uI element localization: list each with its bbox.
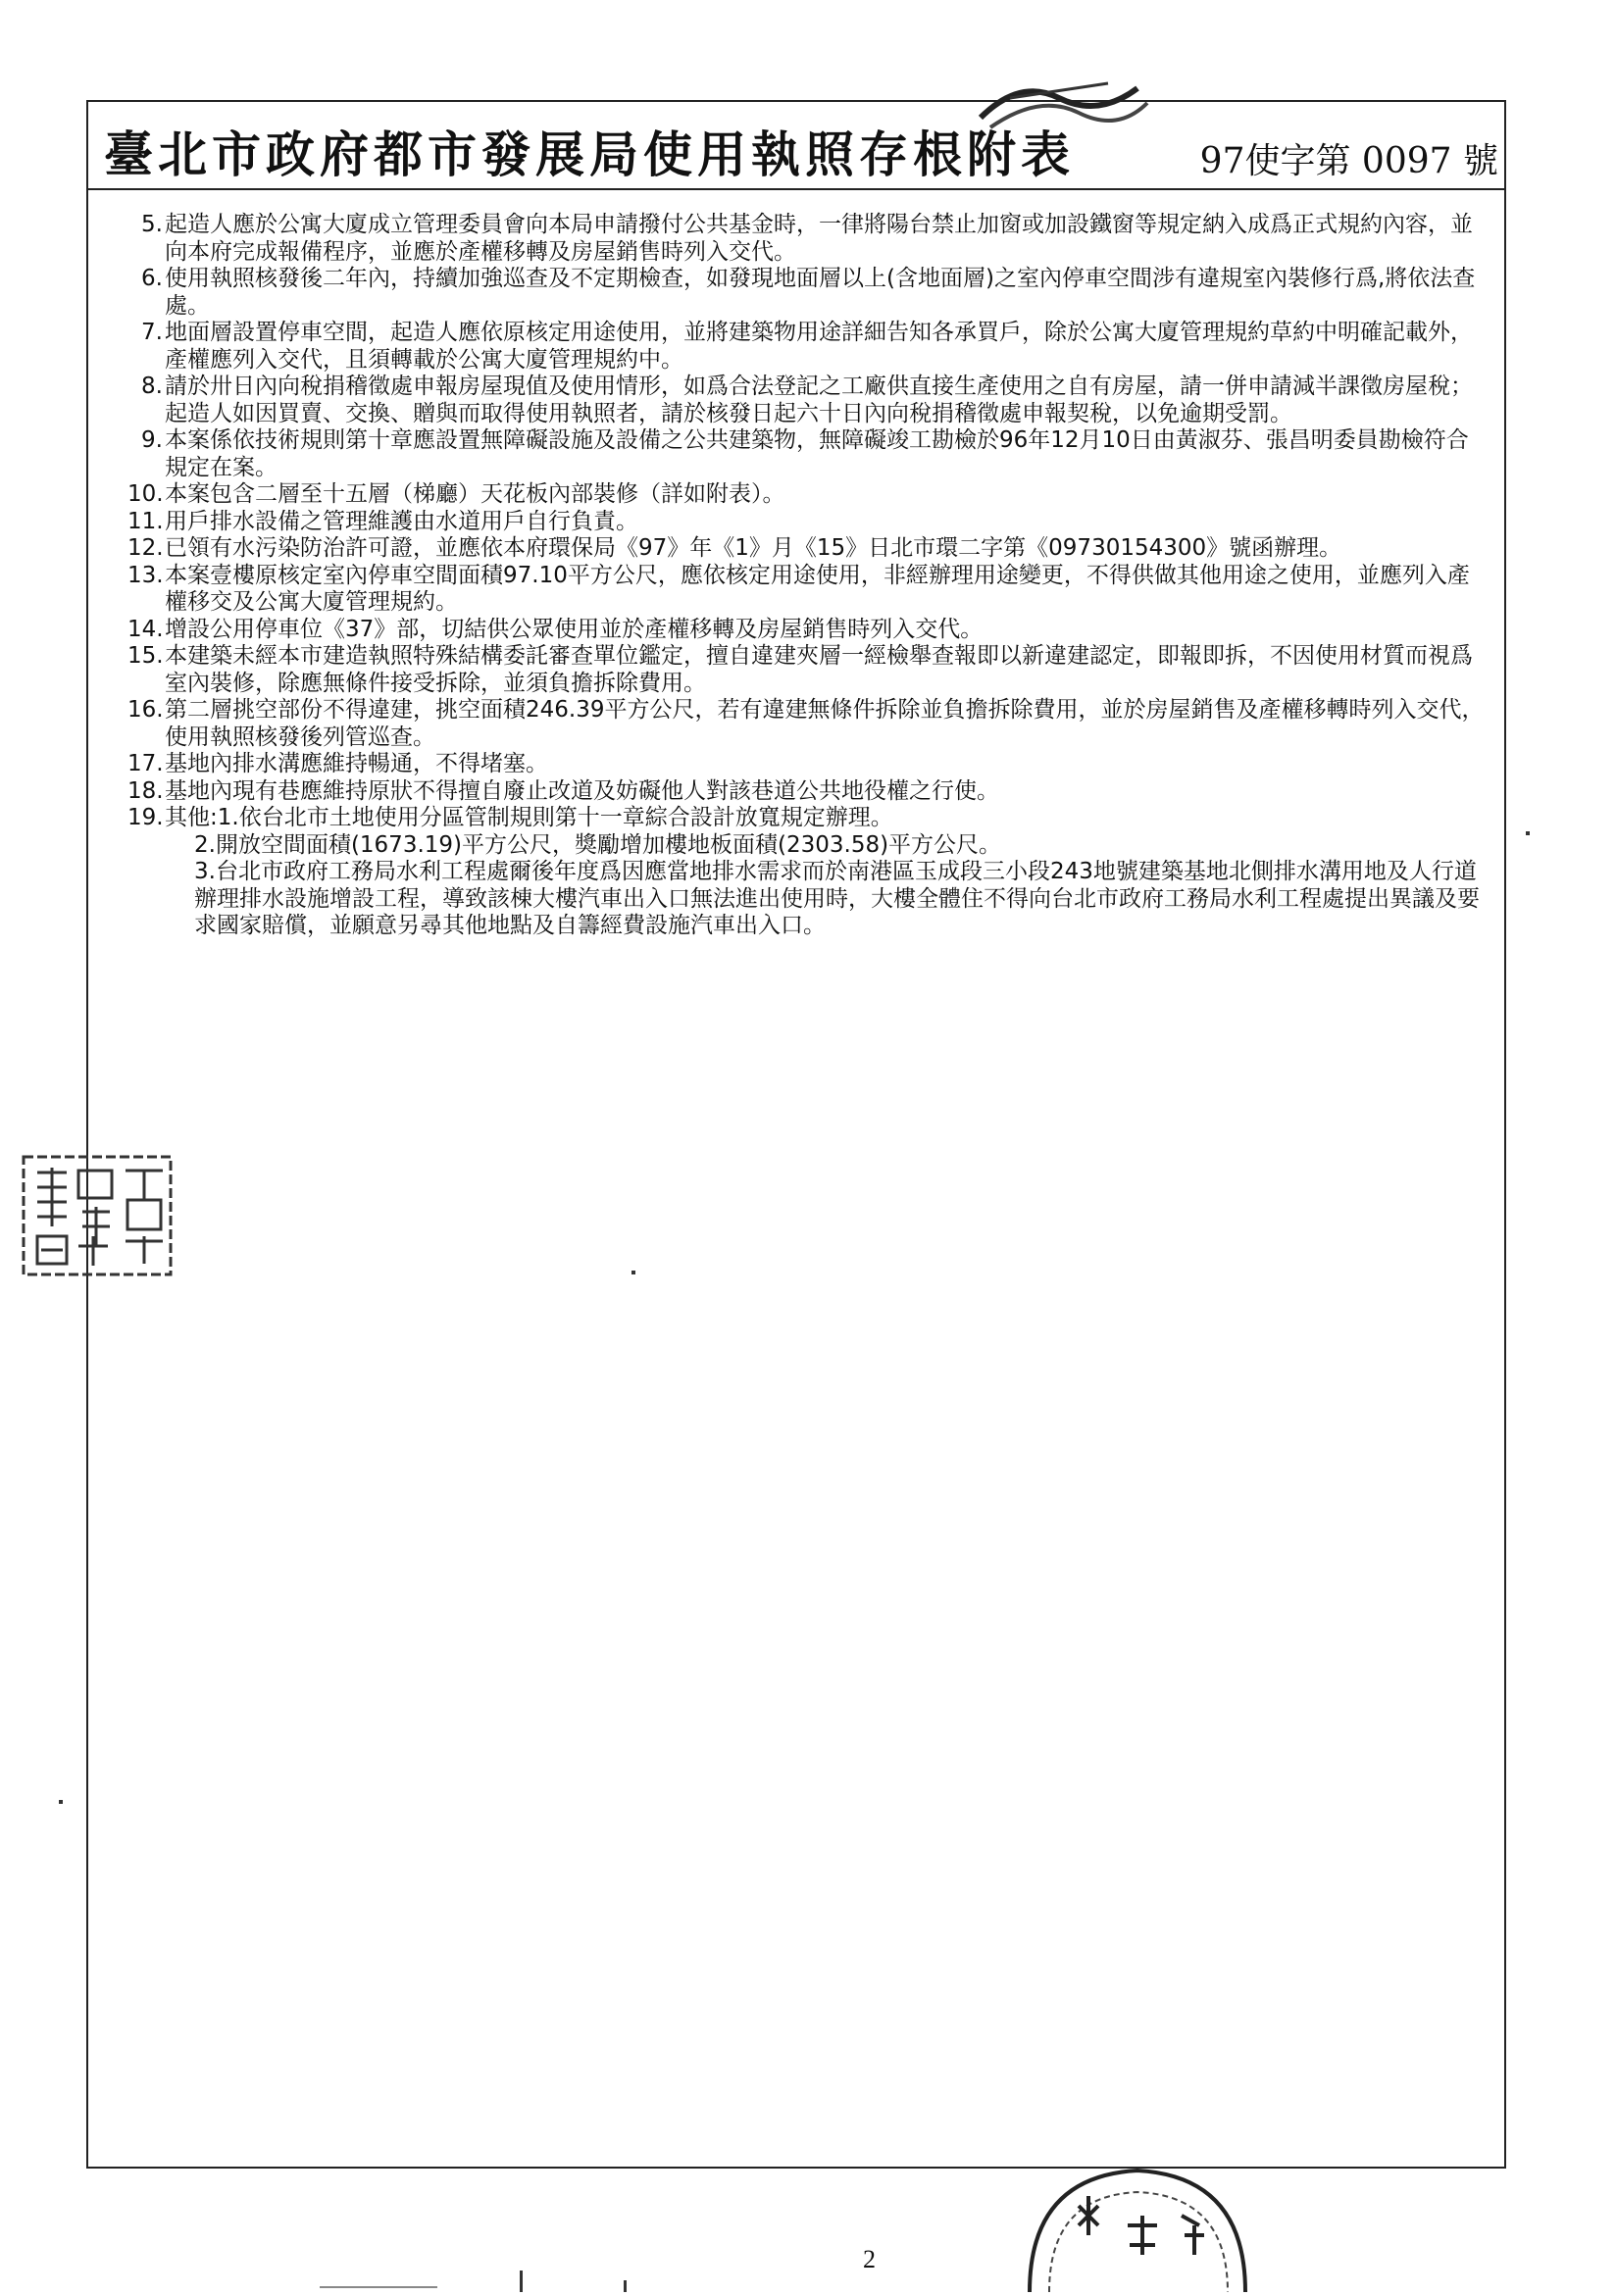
clause-text: 基地內現有巷應維持原狀不得擅自廢止改道及妨礙他人對該巷道公共地役權之行使。 [165, 777, 999, 804]
sub-item: 2.開放空間面積(1673.19)平方公尺，獎勵增加樓地板面積(2303.58)平方公尺。 [194, 831, 1002, 858]
bottom-seal-stamp [1010, 2157, 1255, 2292]
clause-text: 請於卅日內向稅捐稽徵處申報房屋現值及使用情形，如爲合法登記之工廠供直接生產使用之自有房屋，請一併申請減半課徵房屋稅；起造人如因買賣、交換、贈與而取得使用執照者，請於核發日起六十日內向稅捐稽徵處申報契稅，以免逾期受罰。 [165, 374, 1473, 426]
clause-number: 14. [127, 616, 164, 642]
clause-text: 起造人應於公寓大廈成立管理委員會向本局申請撥付公共基金時，一律將陽台禁止加窗或加設鐵窗等規定納入成爲正式規約內容，並向本府完成報備程序，並應於產權移轉及房屋銷售時列入交代。 [165, 212, 1473, 265]
clause-number: 16. [127, 697, 164, 723]
clause-item [127, 643, 1490, 697]
clause-item [127, 805, 1490, 832]
clause-text: 基地內排水溝應維持暢通，不得堵塞。 [165, 751, 548, 776]
clause-text: 本案壹樓原核定室內停車空間面積97.10平方公尺，應依核定用途使用，非經辦理用途變更，不得供做其他用途之使用，並應列入產權移交及公寓大廈管理規約。 [165, 562, 1470, 615]
clause-text: 本案包含二層至十五層（梯廳）天花板內部裝修（詳如附表）。 [165, 481, 785, 507]
page-number: 2 [863, 2245, 876, 2273]
document-frame [86, 100, 1506, 2273]
clause-item [127, 778, 1490, 806]
scan-speck [631, 1271, 635, 1274]
clause-text: 其他:1.依台北市土地使用分區管制規則第十一章綜合設計放寬規定辦理。 [165, 805, 893, 830]
clause-number: 17. [127, 751, 164, 776]
clause-item [127, 481, 1490, 509]
clause-text: 已領有水污染防治許可證，並應依本府環保局《97》年《1》月《15》日北市環二字第《09730154300》號函辦理。 [165, 535, 1342, 561]
title-bar [88, 102, 1504, 190]
clause-text: 使用執照核發後二年內，持續加強巡查及不定期檢查，如發現地面層以上(含地面層)之室內停車空間涉有違規室內裝修行爲,將依法查處。 [165, 266, 1476, 319]
clause-number: 7. [141, 320, 163, 345]
clause-number: 15. [127, 643, 164, 669]
clause-number: 13. [127, 562, 164, 588]
clause-number: 9. [141, 427, 163, 453]
clause-list [127, 212, 1490, 940]
clause-number: 10. [127, 481, 164, 507]
clause-item [127, 212, 1490, 266]
scan-speck [59, 1800, 63, 1804]
scan-line [320, 2286, 437, 2288]
clause-text: 地面層設置停車空間，起造人應依原核定用途使用，並將建築物用途詳細告知各承買戶，除於公寓大廈管理規約草約中明確記載外，產權應列入交代，且須轉載於公寓大廈管理規約中。 [165, 320, 1473, 373]
scan-line [624, 2280, 627, 2292]
approval-seal-stamp [20, 1153, 177, 1280]
clause-text: 本建築未經本市建造執照特殊結構委託審查單位鑑定，擅自違建夾層一經檢舉查報即以新違建認定，即報即拆，不因使用材質而視爲室內裝修，除應無條件接受拆除，並須負擔拆除費用。 [165, 643, 1473, 696]
clause-item [127, 427, 1490, 481]
clause-text: 第二層挑空部份不得違建，挑空面積246.39平方公尺，若有違建無條件拆除並負擔拆除費用，並於房屋銷售及產權移轉時列入交代，使用執照核發後列管巡查。 [165, 697, 1485, 750]
clause-item [127, 535, 1490, 563]
clause-number: 8. [141, 374, 163, 399]
clause-number: 12. [127, 535, 164, 561]
clause-item [127, 320, 1490, 374]
clause-number: 5. [141, 212, 163, 237]
clause-item [127, 266, 1490, 320]
clause-text: 本案係依技術規則第十章應設置無障礙設施及設備之公共建築物，無障礙竣工勘檢於96年12月10日由黃淑芬、張昌明委員勘檢符合規定在案。 [165, 427, 1469, 480]
document-number: 97使字第 0097 號 [1199, 141, 1498, 181]
clause-number: 6. [141, 266, 163, 291]
scan-line [520, 2271, 523, 2292]
clause-number: 18. [127, 777, 164, 804]
document-title: 臺北市政府都市發展局使用執照存根附表 [104, 125, 1075, 183]
clause-item [127, 751, 1490, 778]
clause-item [127, 563, 1490, 617]
clause-item [127, 374, 1490, 427]
clause-number: 19. [127, 805, 164, 830]
sub-item: 3.台北市政府工務局水利工程處爾後年度爲因應當地排水需求而於南港區玉成段三小段243地號建築基地北側排水溝用地及人行道辦理排水設施增設工程，導致該棟大樓汽車出入口無法進出使用時，大樓全體住不得向台北市政府工務局水利工程處提出異議及要求國家賠償，並願意另尋其他地點及自籌經費設施汽車出入口。 [194, 859, 1480, 938]
scan-speck [1526, 831, 1530, 835]
clause-item [127, 617, 1490, 644]
clause-text: 增設公用停車位《37》部，切結供公眾使用並於產權移轉及房屋銷售時列入交代。 [165, 616, 984, 642]
clause-number: 11. [127, 508, 164, 534]
clause-item [127, 697, 1490, 751]
clause-item [127, 509, 1490, 536]
clause-text: 用戶排水設備之管理維護由水道用戶自行負責。 [165, 508, 638, 534]
